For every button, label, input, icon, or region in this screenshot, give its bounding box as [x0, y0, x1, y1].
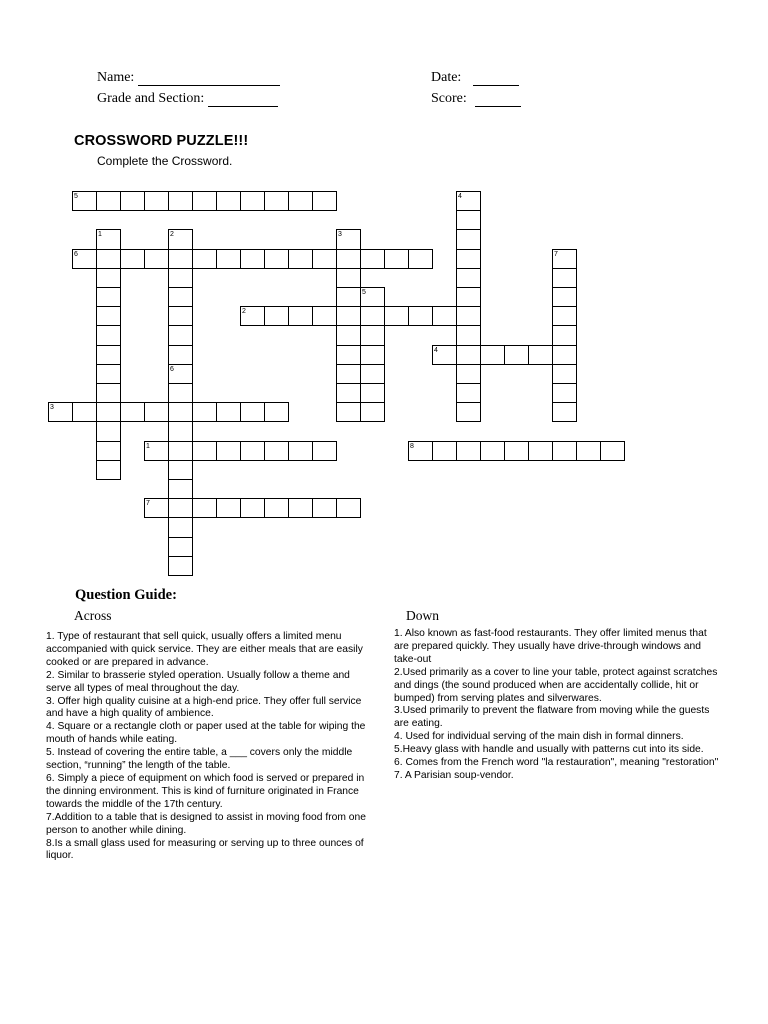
- crossword-cell[interactable]: [168, 460, 193, 480]
- crossword-cell[interactable]: [432, 306, 457, 326]
- crossword-cell[interactable]: [264, 402, 289, 422]
- crossword-cell[interactable]: [96, 441, 121, 461]
- clue-number: 4: [434, 346, 438, 354]
- crossword-cell[interactable]: [240, 249, 265, 269]
- across-clue: 3. Offer high quality cuisine at a high-end price. They offer full service and have a high quality of ambience.: [46, 695, 362, 720]
- crossword-cell[interactable]: [168, 306, 193, 326]
- crossword-cell[interactable]: [336, 325, 361, 345]
- crossword-cell[interactable]: [456, 268, 481, 288]
- date-label: Date:: [431, 70, 462, 85]
- crossword-cell[interactable]: [120, 249, 145, 269]
- crossword-cell[interactable]: [288, 249, 313, 269]
- crossword-cell[interactable]: [216, 249, 241, 269]
- crossword-cell[interactable]: [264, 441, 289, 461]
- clue-number: 5: [362, 289, 366, 296]
- crossword-cell[interactable]: [552, 325, 577, 345]
- crossword-cell[interactable]: [336, 498, 361, 518]
- crossword-cell[interactable]: [192, 191, 217, 211]
- crossword-cell[interactable]: [288, 441, 313, 461]
- grade-label: Grade and Section:: [97, 91, 205, 106]
- across-clue: 6. Simply a piece of equipment on which food is served or prepared in the dinning environment. This is kind of furniture originated in France towards the middle of the 17th century.: [46, 772, 365, 810]
- clue-number: 7: [554, 250, 558, 258]
- crossword-cell[interactable]: [336, 306, 361, 326]
- down-clue: 5.Heavy glass with handle and usually with patterns cut into its side.: [394, 744, 704, 756]
- crossword-cell[interactable]: [240, 402, 265, 422]
- crossword-cell[interactable]: [168, 191, 193, 211]
- crossword-cell[interactable]: [192, 498, 217, 518]
- crossword-cell[interactable]: [288, 191, 313, 211]
- crossword-cell[interactable]: [288, 498, 313, 518]
- clue-number: 5: [74, 193, 78, 200]
- across-clue: 1. Type of restaurant that sell quick, usually offers a limited menu accompanied with quick service. They are either meals that are easily cooked or are prepared in advance.: [46, 631, 363, 668]
- across-heading: Across: [74, 608, 112, 623]
- crossword-cell[interactable]: [168, 287, 193, 307]
- crossword-cell[interactable]: [336, 229, 361, 249]
- crossword-cell[interactable]: [264, 249, 289, 269]
- crossword-cell[interactable]: [264, 306, 289, 326]
- crossword-cell[interactable]: [192, 402, 217, 422]
- crossword-cell[interactable]: [168, 517, 193, 537]
- crossword-cell[interactable]: [456, 383, 481, 403]
- crossword-cell[interactable]: [456, 249, 481, 269]
- crossword-cell[interactable]: [456, 287, 481, 307]
- crossword-cell[interactable]: [336, 345, 361, 365]
- crossword-cell[interactable]: [288, 306, 313, 326]
- crossword-cell[interactable]: [216, 402, 241, 422]
- crossword-cell[interactable]: [528, 441, 553, 461]
- across-clue: 5. Instead of covering the entire table, a ___ covers only the middle section, “running” the length of the table.: [46, 747, 353, 772]
- crossword-cell[interactable]: [96, 383, 121, 403]
- crossword-cell[interactable]: [72, 249, 97, 269]
- crossword-cell[interactable]: [192, 441, 217, 461]
- clue-number: 4: [458, 193, 462, 200]
- crossword-cell[interactable]: [432, 441, 457, 461]
- crossword-cell[interactable]: [168, 441, 193, 461]
- crossword-cell[interactable]: [312, 249, 337, 269]
- crossword-cell[interactable]: [336, 268, 361, 288]
- crossword-cell[interactable]: [336, 383, 361, 403]
- crossword-cell[interactable]: [216, 191, 241, 211]
- question-guide-title: Question Guide:: [75, 587, 177, 603]
- crossword-cell[interactable]: [96, 421, 121, 441]
- crossword-cell[interactable]: [144, 191, 169, 211]
- crossword-cell[interactable]: [168, 498, 193, 518]
- crossword-cell[interactable]: [360, 383, 385, 403]
- down-clue: 2.Used primarily as a cover to line your table, protect against scratches and dings (the sound produced when are accidentally collide, hit or bumped) from serving plates and silverwares.: [394, 666, 718, 704]
- crossword-cell[interactable]: [168, 383, 193, 403]
- crossword-cell[interactable]: [336, 364, 361, 384]
- crossword-cell[interactable]: [96, 191, 121, 211]
- clue-number: 6: [74, 250, 78, 258]
- crossword-cell[interactable]: [144, 402, 169, 422]
- crossword-cell[interactable]: [384, 249, 409, 269]
- crossword-cell[interactable]: [552, 364, 577, 384]
- crossword-cell[interactable]: [168, 402, 193, 422]
- across-clue: 4. Square or a rectangle cloth or paper used at the table for wiping the mouth of hands while eating.: [46, 721, 366, 746]
- crossword-cell[interactable]: [360, 402, 385, 422]
- down-clue: 1. Also known as fast-food restaurants. They offer limited menus that are prepared quickly. They usually have drive-through windows and take-out: [394, 628, 707, 665]
- crossword-cell[interactable]: [144, 249, 169, 269]
- crossword-cell[interactable]: [408, 306, 433, 326]
- crossword-cell[interactable]: [96, 345, 121, 365]
- crossword-cell[interactable]: [552, 287, 577, 307]
- crossword-cell[interactable]: [96, 229, 121, 249]
- down-clue: 6. Comes from the French word "la restauration", meaning "restoration": [394, 757, 719, 769]
- crossword-cell[interactable]: [168, 556, 193, 576]
- crossword-cell[interactable]: [240, 498, 265, 518]
- crossword-cell[interactable]: [96, 325, 121, 345]
- crossword-cell[interactable]: [600, 441, 625, 461]
- crossword-cell[interactable]: [432, 345, 457, 365]
- crossword-cell[interactable]: [408, 441, 433, 461]
- crossword-cell[interactable]: [168, 268, 193, 288]
- crossword-cell[interactable]: [456, 191, 481, 211]
- crossword-cell[interactable]: [240, 306, 265, 326]
- down-clues: [394, 628, 724, 783]
- across-clue: 2. Similar to brasserie styled operation. Usually follow a theme and serve all types of meal throughout the day.: [46, 669, 350, 694]
- page-title: CROSSWORD PUZZLE!!!: [74, 133, 249, 149]
- crossword-cell[interactable]: [48, 402, 73, 422]
- crossword-cell[interactable]: [312, 498, 337, 518]
- crossword-cell[interactable]: [264, 498, 289, 518]
- crossword-cell[interactable]: [240, 191, 265, 211]
- clue-number: 7: [146, 500, 150, 508]
- clue-number: 3: [50, 404, 54, 412]
- page-subtitle: Complete the Crossword.: [97, 154, 233, 168]
- clue-number: 3: [338, 231, 342, 239]
- crossword-cell[interactable]: [96, 268, 121, 288]
- crossword-cell[interactable]: [576, 441, 601, 461]
- crossword-cell[interactable]: [360, 345, 385, 365]
- crossword-cell[interactable]: [120, 191, 145, 211]
- crossword-cell[interactable]: [360, 306, 385, 326]
- crossword-cell[interactable]: [552, 345, 577, 365]
- crossword-cell[interactable]: [72, 402, 97, 422]
- crossword-cell[interactable]: [96, 287, 121, 307]
- crossword-cell[interactable]: [504, 441, 529, 461]
- crossword-cell[interactable]: [240, 441, 265, 461]
- crossword-cell[interactable]: [360, 325, 385, 345]
- crossword-cell[interactable]: [480, 441, 505, 461]
- crossword-cell[interactable]: [456, 364, 481, 384]
- crossword-cell[interactable]: [552, 268, 577, 288]
- crossword-cell[interactable]: [456, 345, 481, 365]
- down-clue: 4. Used for individual serving of the main dish in formal dinners.: [394, 731, 684, 743]
- clue-number: 2: [242, 308, 246, 316]
- crossword-cell[interactable]: [456, 402, 481, 422]
- crossword-cell[interactable]: [168, 229, 193, 249]
- crossword-cell[interactable]: [168, 364, 193, 384]
- crossword-cell[interactable]: [384, 306, 409, 326]
- clue-number: 8: [410, 442, 414, 450]
- crossword-cell[interactable]: [72, 191, 97, 211]
- crossword-cell[interactable]: [168, 421, 193, 441]
- crossword-cell[interactable]: [144, 498, 169, 518]
- crossword-cell[interactable]: [336, 249, 361, 269]
- crossword-cell[interactable]: [96, 306, 121, 326]
- crossword-cell[interactable]: [144, 441, 169, 461]
- crossword-cell[interactable]: [96, 402, 121, 422]
- crossword-cell[interactable]: [552, 441, 577, 461]
- crossword-cell[interactable]: [480, 345, 505, 365]
- crossword-cell[interactable]: [408, 249, 433, 269]
- crossword-cell[interactable]: [264, 191, 289, 211]
- crossword-cell[interactable]: [96, 249, 121, 269]
- crossword-cell[interactable]: [168, 479, 193, 499]
- crossword-cell[interactable]: [216, 441, 241, 461]
- clue-number: 6: [170, 365, 174, 373]
- crossword-cell[interactable]: [216, 498, 241, 518]
- crossword-cell[interactable]: [360, 364, 385, 384]
- down-heading: Down: [406, 608, 439, 623]
- crossword-cell[interactable]: [192, 249, 217, 269]
- across-clue: 8.Is a small glass used for measuring or serving up to three ounces of liquor.: [46, 837, 364, 862]
- crossword-cell[interactable]: [168, 345, 193, 365]
- clue-number: 1: [146, 442, 150, 450]
- crossword-cell[interactable]: [120, 402, 145, 422]
- crossword-cell[interactable]: [456, 210, 481, 230]
- crossword-cell[interactable]: [360, 287, 385, 307]
- crossword-cell[interactable]: [168, 537, 193, 557]
- across-clue: 7.Addition to a table that is designed to assist in moving food from one person to another while dining.: [46, 811, 366, 836]
- crossword-cell[interactable]: [360, 249, 385, 269]
- score-label: Score:: [431, 91, 467, 106]
- name-label: Name:: [97, 70, 135, 85]
- crossword-cell[interactable]: [456, 306, 481, 326]
- crossword-cell[interactable]: [456, 325, 481, 345]
- crossword-cell[interactable]: [456, 229, 481, 249]
- clue-number: 1: [98, 231, 102, 239]
- crossword-cell[interactable]: [552, 249, 577, 269]
- crossword-cell[interactable]: [336, 287, 361, 307]
- crossword-cell[interactable]: [552, 306, 577, 326]
- clue-number: 2: [170, 231, 174, 239]
- down-clue: 7. A Parisian soup-vendor.: [394, 769, 514, 781]
- crossword-cell[interactable]: [312, 191, 337, 211]
- down-clue: 3.Used primarily to prevent the flatware from moving while the guests are eating.: [394, 705, 710, 730]
- crossword-cell[interactable]: [168, 249, 193, 269]
- crossword-cell[interactable]: [96, 364, 121, 384]
- crossword-cell[interactable]: [456, 441, 481, 461]
- crossword-cell[interactable]: [504, 345, 529, 365]
- crossword-cell[interactable]: [96, 460, 121, 480]
- crossword-cell[interactable]: [552, 402, 577, 422]
- across-clues: [46, 631, 366, 863]
- crossword-cell[interactable]: [168, 325, 193, 345]
- crossword-cell[interactable]: [528, 345, 553, 365]
- crossword-cell[interactable]: [312, 441, 337, 461]
- crossword-cell[interactable]: [552, 383, 577, 403]
- crossword-cell[interactable]: [312, 306, 337, 326]
- crossword-cell[interactable]: [336, 402, 361, 422]
